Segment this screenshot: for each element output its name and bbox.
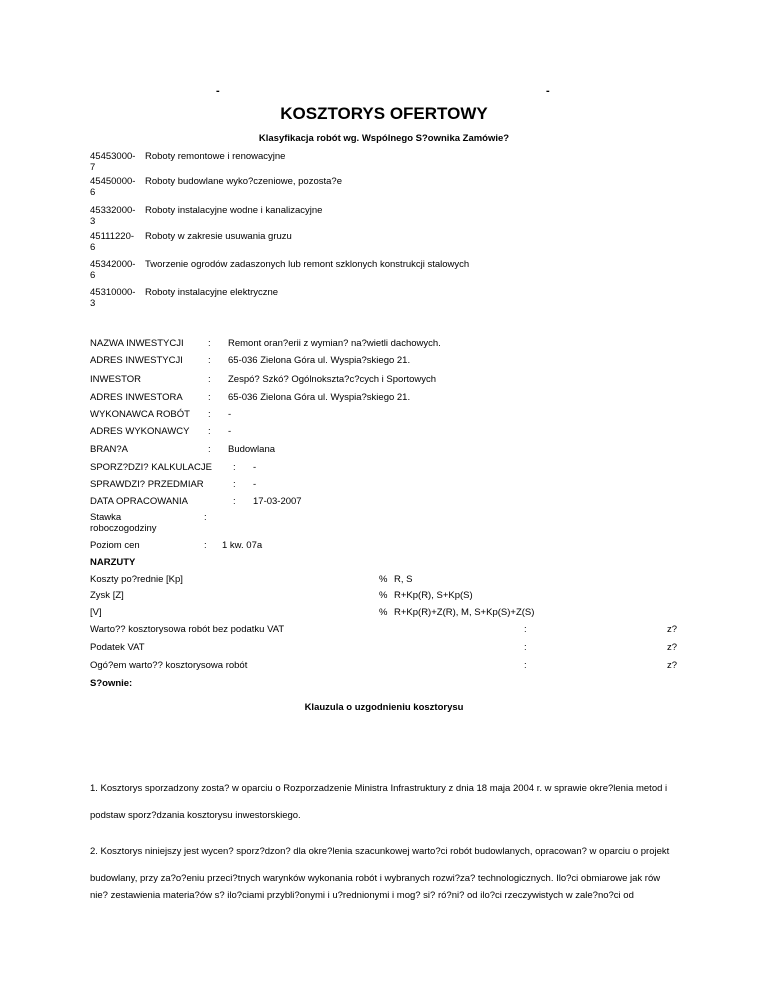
info-label: ADRES INWESTORA (90, 392, 183, 403)
info-colon: : (233, 496, 236, 507)
info-value: 65-036 Zielona Góra ul. Wyspia?skiego 21. (228, 392, 411, 403)
markup-percent: % (379, 607, 388, 618)
info-label: NAZWA INWESTYCJI (90, 338, 184, 349)
total-unit: z? (667, 624, 678, 635)
paragraph-2-line-1: 2. Kosztorys niniejszy jest wycen? sporz?dzon? dla okre?lenia szacunkowej warto?ci robót budowlanych, opracowan? w oparciu o projekt (90, 846, 670, 857)
paragraph-2-line-3: nie? zestawienia materia?ów s? ilo?ciami przybli?onymi i u?rednionymi i mog? si? ró?ni? od ilo?ci rzeczywistych w zale?no?ci od (90, 890, 634, 901)
cpv-code: 45310000- 3 (90, 287, 136, 309)
cpv-code: 45332000- 3 (90, 205, 136, 227)
cpv-desc: Roboty budowlane wyko?czeniowe, pozosta?e (145, 176, 342, 187)
info-value: - (228, 409, 232, 420)
in-words-label: S?ownie: (90, 678, 133, 689)
info-label: WYKONAWCA ROBÓT (90, 409, 190, 420)
info-label: ADRES WYKONAWCY (90, 426, 190, 437)
total-unit: z? (667, 660, 678, 671)
markups-heading: NARZUTY (90, 557, 136, 568)
total-colon: : (524, 642, 527, 653)
info-colon: : (208, 444, 211, 455)
total-label: Ogó?em warto?? kosztorysowa robót (90, 660, 248, 671)
info-value: - (228, 426, 232, 437)
total-unit: z? (667, 642, 678, 653)
info-value: - (253, 479, 257, 490)
rate-label: Stawka roboczogodziny (90, 512, 157, 534)
info-value: 17-03-2007 (253, 496, 302, 507)
info-colon: : (208, 392, 211, 403)
paragraph-2-line-2: budowlany, przy za?o?eniu przeci?tnych warynków wykonania robót i wybranych rozwi?za? technologicznych. Ilo?ci obmiarowe jak rów (90, 873, 661, 884)
cpv-desc: Roboty remontowe i renowacyjne (145, 151, 286, 162)
info-value: Budowlana (228, 444, 276, 455)
price-level-value: 1 kw. 07a (222, 540, 263, 551)
markup-basis: R+Kp(R)+Z(R), M, S+Kp(S)+Z(S) (394, 607, 535, 618)
paragraph-1-line-1: 1. Kosztorys sporzadzony zosta? w oparciu o Rozporzadzenie Ministra Infrastruktury z dnia 18 maja 2004 r. w sprawie okre?lenia metod i (90, 783, 668, 794)
markup-percent: % (379, 590, 388, 601)
info-value: Zespó? Szkó? Ogólnokszta?c?cych i Sportowych (228, 374, 437, 385)
price-level-colon: : (204, 540, 207, 551)
info-value: 65-036 Zielona Góra ul. Wyspia?skiego 21. (228, 355, 411, 366)
total-label: Podatek VAT (90, 642, 145, 653)
total-label: Warto?? kosztorysowa robót bez podatku VAT (90, 624, 285, 635)
info-label: SPRAWDZI? PRZEDMIAR (90, 479, 204, 490)
info-value: Remont oran?erii z wymian? na?wietli dachowych. (228, 338, 441, 349)
total-colon: : (524, 624, 527, 635)
price-level-label: Poziom cen (90, 540, 140, 551)
cpv-desc: Roboty instalacyjne wodne i kanalizacyjne (145, 205, 323, 216)
header-dash-right: - (546, 85, 550, 97)
info-label: SPORZ?DZI? KALKULACJE (90, 462, 212, 473)
markup-basis: R, S (394, 574, 413, 585)
info-colon: : (208, 426, 211, 437)
document-title: KOSZTORYS OFERTOWY (280, 104, 488, 123)
info-colon: : (208, 355, 211, 366)
info-value: - (253, 462, 257, 473)
cpv-code: 45342000- 6 (90, 259, 136, 281)
cpv-code: 45453000- 7 (90, 151, 136, 173)
markup-label: Zysk [Z] (90, 590, 124, 601)
markup-basis: R+Kp(R), S+Kp(S) (394, 590, 473, 601)
cpv-code: 45450000- 6 (90, 176, 136, 198)
total-colon: : (524, 660, 527, 671)
rate-colon: : (204, 512, 207, 523)
cpv-desc: Roboty w zakresie usuwania gruzu (145, 231, 292, 242)
info-colon: : (233, 462, 236, 473)
info-colon: : (208, 338, 211, 349)
info-colon: : (233, 479, 236, 490)
info-colon: : (208, 409, 211, 420)
markup-label: Koszty po?rednie [Kp] (90, 574, 183, 585)
cpv-desc: Tworzenie ogrodów zadaszonych lub remont szklonych konstrukcji stalowych (145, 259, 470, 270)
paragraph-1-line-2: podstaw sporz?dzania kosztorysu inwestorskiego. (90, 810, 301, 821)
classification-subtitle: Klasyfikacja robót wg. Wspólnego S?ownika Zamówie? (258, 133, 510, 144)
info-colon: : (208, 374, 211, 385)
info-label: ADRES INWESTYCJI (90, 355, 183, 366)
markup-label: [V] (90, 607, 102, 618)
info-label: BRAN?A (90, 444, 129, 455)
cpv-desc: Roboty instalacyjne elektryczne (145, 287, 279, 298)
clause-heading: Klauzula o uzgodnieniu kosztorysu (304, 702, 464, 713)
markup-percent: % (379, 574, 388, 585)
cpv-code: 45111220- 6 (90, 231, 135, 253)
info-label: DATA OPRACOWANIA (90, 496, 189, 507)
info-label: INWESTOR (90, 374, 142, 385)
header-dash-left: - (216, 85, 220, 97)
